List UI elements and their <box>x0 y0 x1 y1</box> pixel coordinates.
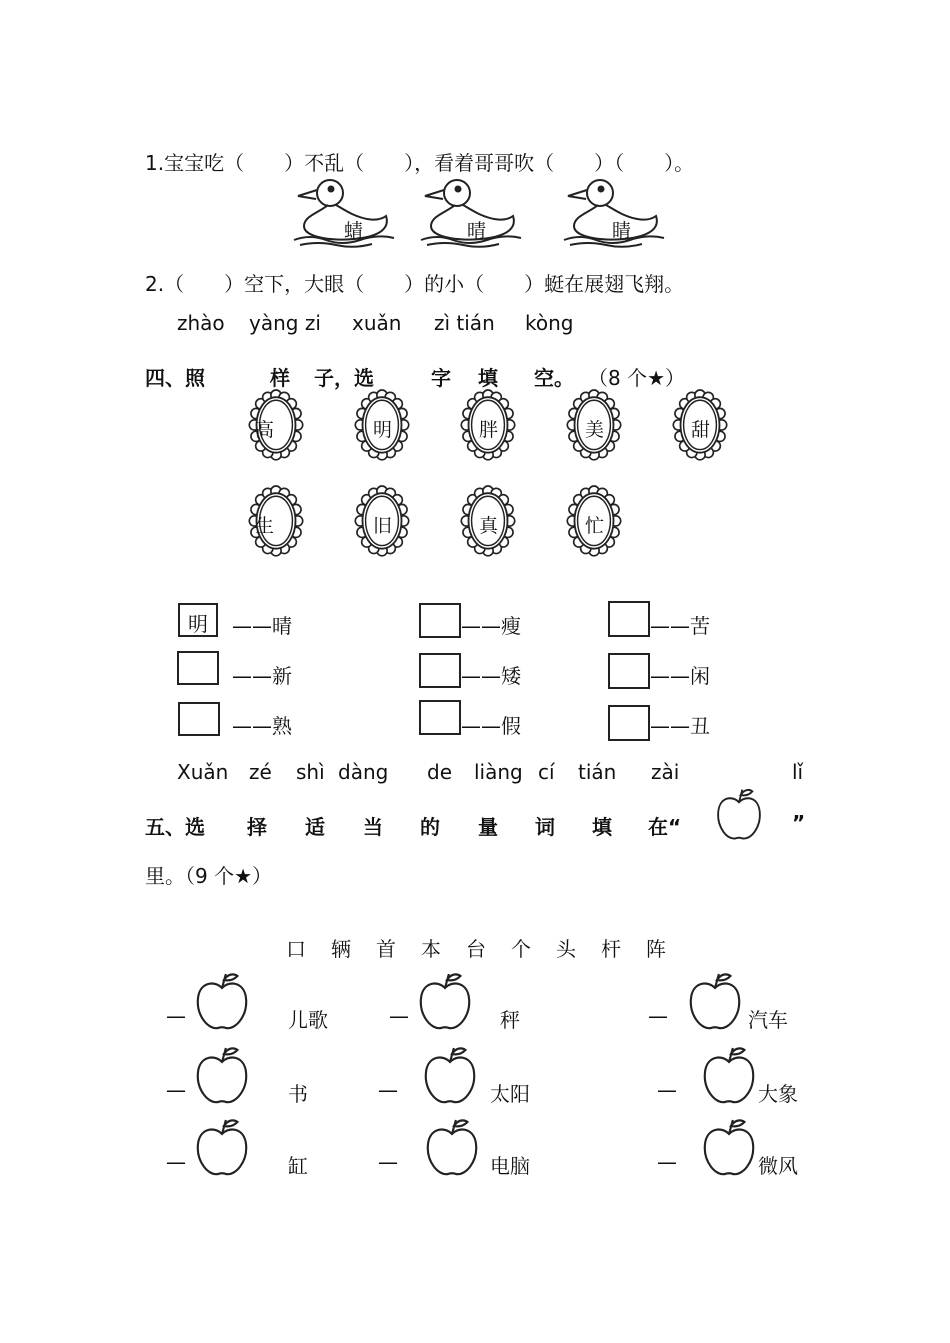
flower-char: 美 <box>585 419 605 441</box>
pair-word: ——新 <box>232 664 292 688</box>
flower-char: 甜 <box>691 419 711 441</box>
flower-icon <box>250 390 302 466</box>
pair-word: ——矮 <box>461 664 521 688</box>
blank-dash: — <box>657 1078 677 1102</box>
blank-dash: — <box>657 1150 677 1174</box>
duck-char: 晴 <box>467 220 487 242</box>
flower-icon <box>462 390 514 466</box>
flower-char: 明 <box>373 419 393 441</box>
q2-sentence: 2.（ ）空下，大眼（ ）的小（ ）蜓在展翅飞翔。 <box>145 272 685 296</box>
word-bank-item: 台 <box>466 937 486 961</box>
duck-icon <box>560 176 665 248</box>
duck-char: 蜻 <box>344 220 364 242</box>
answer-box-char: 明 <box>188 612 208 636</box>
apple-answer-box[interactable] <box>700 1116 758 1178</box>
answer-box[interactable] <box>608 653 650 689</box>
flower-icon <box>674 390 726 466</box>
flower-char: 真 <box>479 515 499 537</box>
answer-box[interactable] <box>608 601 650 637</box>
flower-icon <box>356 390 408 466</box>
word-bank-item: 头 <box>556 937 576 961</box>
word-bank-item: 本 <box>421 937 441 961</box>
answer-box[interactable] <box>419 700 461 735</box>
pair-word: ——丑 <box>650 714 710 738</box>
noun-word: 书 <box>288 1082 308 1106</box>
flower-char: 旧 <box>373 515 393 537</box>
flower-char: 生 <box>255 515 275 537</box>
flower-char: 高 <box>255 419 275 441</box>
blank-dash: — <box>378 1078 398 1102</box>
pair-word: ——闲 <box>650 664 710 688</box>
noun-word: 缸 <box>288 1154 308 1178</box>
pair-word: ——熟 <box>232 714 292 738</box>
blank-dash: — <box>378 1150 398 1174</box>
pair-word: ——瘦 <box>461 614 521 638</box>
pair-word: ——苦 <box>650 614 710 638</box>
duck-icon <box>417 176 522 248</box>
q2-pinyin-4: zì tián <box>434 311 495 335</box>
apple-answer-box[interactable] <box>193 1044 251 1106</box>
flower-icon <box>356 486 408 562</box>
noun-word: 大象 <box>758 1082 798 1106</box>
apple-answer-box[interactable] <box>423 1116 481 1178</box>
noun-word: 汽车 <box>748 1008 788 1032</box>
apple-answer-box[interactable] <box>416 970 474 1032</box>
word-bank-item: 首 <box>376 937 396 961</box>
noun-word: 电脑 <box>490 1154 530 1178</box>
flower-icon <box>250 486 302 562</box>
q1-sentence: 1.宝宝吃（ ）不乱（ ），看着哥哥吹（ ）（ ）。 <box>145 151 695 175</box>
section-5-line2: 里。（9 个★） <box>145 864 273 888</box>
duck-icon <box>290 176 395 248</box>
apple-icon <box>714 786 764 842</box>
blank-dash: — <box>166 1078 186 1102</box>
noun-word: 儿歌 <box>288 1008 328 1032</box>
noun-word: 秤 <box>500 1008 520 1032</box>
pair-word: ——晴 <box>232 614 292 638</box>
q2-pinyin-3: xuǎn <box>352 311 402 335</box>
flower-icon <box>568 390 620 466</box>
q2-pinyin-2: yàng zi <box>249 311 321 335</box>
pair-word: ——假 <box>461 714 521 738</box>
flower-char: 胖 <box>479 419 499 441</box>
blank-dash: — <box>648 1004 668 1028</box>
answer-box[interactable] <box>608 705 650 741</box>
noun-word: 微风 <box>758 1154 798 1178</box>
answer-box[interactable] <box>419 603 461 638</box>
apple-answer-box[interactable] <box>193 1116 251 1178</box>
apple-answer-box[interactable] <box>193 970 251 1032</box>
apple-answer-box[interactable] <box>686 970 744 1032</box>
q2-pinyin-5: kòng <box>525 311 574 335</box>
answer-box[interactable] <box>178 702 220 736</box>
section-4-score: （8 个★） <box>588 366 686 390</box>
word-bank-item: 杆 <box>601 937 621 961</box>
flower-icon <box>462 486 514 562</box>
blank-dash: — <box>166 1004 186 1028</box>
word-bank-item: 口 <box>286 937 306 961</box>
apple-answer-box[interactable] <box>700 1044 758 1106</box>
flower-char: 忙 <box>585 515 605 537</box>
word-bank-item: 辆 <box>331 937 351 961</box>
q2-pinyin-1: zhào <box>177 311 225 335</box>
flower-icon <box>568 486 620 562</box>
answer-box[interactable] <box>177 651 219 685</box>
word-bank-item: 阵 <box>646 937 666 961</box>
apple-answer-box[interactable] <box>421 1044 479 1106</box>
answer-box[interactable] <box>419 653 461 688</box>
duck-char: 睛 <box>612 220 632 242</box>
blank-dash: — <box>166 1150 186 1174</box>
noun-word: 太阳 <box>490 1082 530 1106</box>
word-bank-item: 个 <box>511 937 531 961</box>
blank-dash: — <box>389 1004 409 1028</box>
